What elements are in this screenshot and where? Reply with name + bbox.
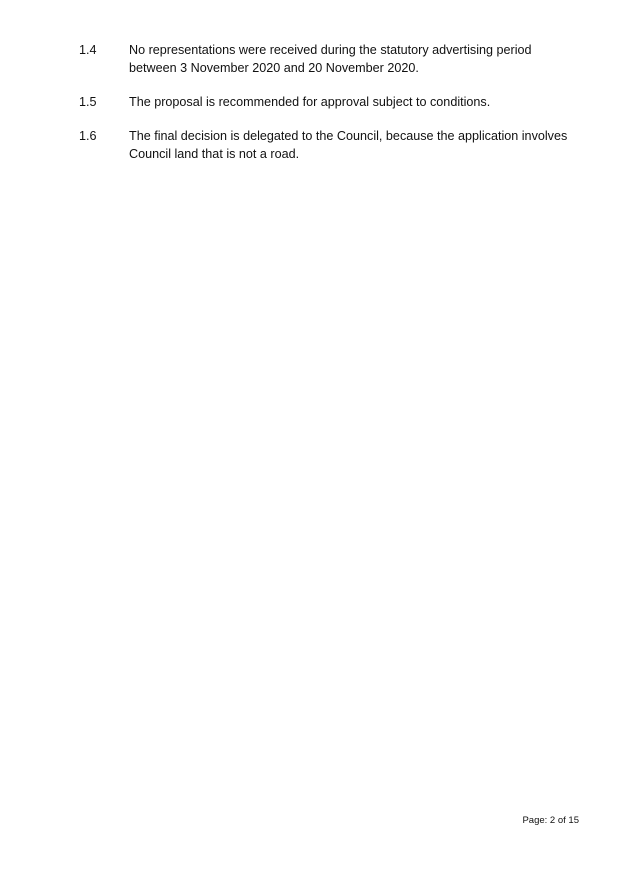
paragraph-text: The proposal is recommended for approval subject to conditions.	[129, 95, 491, 109]
paragraph-1-6	[79, 127, 579, 163]
paragraph-1-5	[79, 93, 579, 111]
paragraph-text: No representations were received during the statutory advertising period between 3 November 2020 and 20 November 2020.	[129, 43, 532, 75]
paragraph-text: The final decision is delegated to the Council, because the application involves Council land that is not a road.	[129, 129, 568, 161]
paragraph-number: 1.5	[79, 95, 97, 109]
paragraph-number: 1.6	[79, 129, 97, 143]
paragraph-number: 1.4	[79, 43, 97, 57]
page-number: Page: 2 of 15	[522, 815, 579, 826]
paragraph-1-4	[79, 41, 579, 77]
